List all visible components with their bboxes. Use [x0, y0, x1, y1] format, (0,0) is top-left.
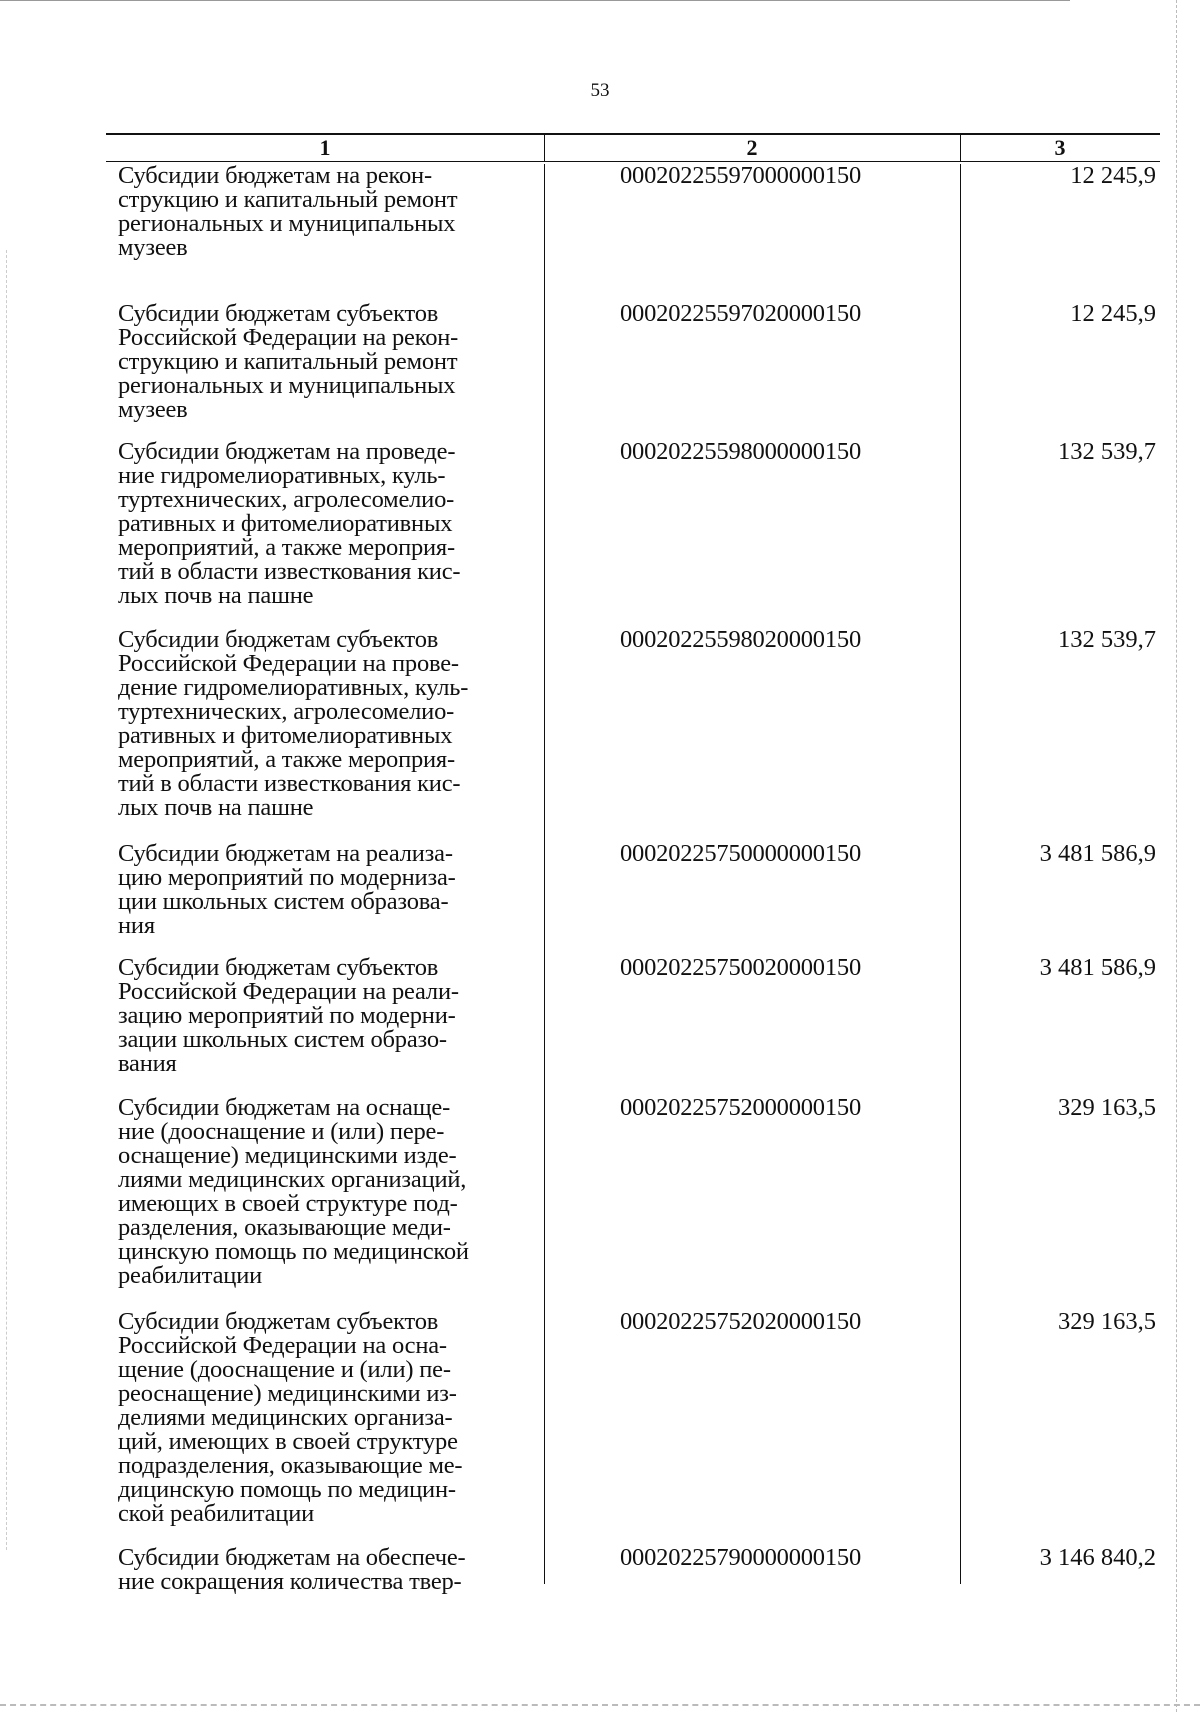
table-row [106, 302, 1160, 440]
page-number: 53 [590, 80, 610, 101]
scan-left-edge [6, 250, 7, 1550]
table-body [106, 164, 1160, 1606]
column-header-2: 2 [746, 135, 758, 160]
row-amount: 329 163,5 [1058, 1094, 1156, 1121]
column-header-1: 1 [319, 135, 331, 160]
row-description: Субсидии бюджетам на оснаще- ние (дооснащение и (или) пере- оснащение) медицинскими изде- лиями медицинских организаций, имеющих в своей структуре под- разделения, оказывающие меди- цинскую помощь по медицинской реабилитации [118, 1094, 469, 1289]
row-code: 00020225750020000150 [620, 954, 862, 981]
row-description: Субсидии бюджетам субъектов Российской Федерации на рекон- струкцию и капитальный ремонт региональных и муниципальных музеев [118, 300, 459, 423]
row-description: Субсидии бюджетам субъектов Российской Федерации на реали- зацию мероприятий по модерни- зации школьных систем образо- вания [118, 954, 459, 1077]
row-code: 00020225752020000150 [620, 1308, 862, 1335]
table-row [106, 1310, 1160, 1546]
row-description: Субсидии бюджетам субъектов Российской Федерации на прове- дение гидромелиоративных, куль- туртехнических, агролесомелио- ративных и фитомелиоративных мероприятий, а также мероприя- тий в области известкования кис- лых почв на пашне [118, 626, 469, 821]
row-code: 00020225598000000150 [620, 438, 862, 465]
row-description: Субсидии бюджетам на проведе- ние гидромелиоративных, куль- туртехнических, агролесомелио- ративных и фитомелиоративных мероприятий, а также мероприя- тий в области известкования кис- лых почв на пашне [118, 438, 461, 609]
header-divider-1 [544, 135, 545, 161]
row-amount: 132 539,7 [1058, 438, 1156, 465]
row-amount: 3 481 586,9 [1039, 840, 1156, 867]
table-row [106, 628, 1160, 842]
table-row [106, 1096, 1160, 1310]
scan-top-edge [0, 0, 1070, 1]
header-divider-2 [960, 135, 961, 161]
table-header-row [106, 133, 1160, 162]
row-description: Субсидии бюджетам на рекон- струкцию и капитальный ремонт региональных и муниципальных музеев [118, 162, 458, 261]
scan-right-edge [1176, 0, 1177, 1712]
row-code: 00020225597020000150 [620, 300, 862, 327]
row-code: 00020225790000000150 [620, 1544, 862, 1571]
table-row [106, 842, 1160, 956]
row-code: 00020225752000000150 [620, 1094, 862, 1121]
column-header-3: 3 [1054, 135, 1066, 160]
row-amount: 132 539,7 [1058, 626, 1156, 653]
row-amount: 12 245,9 [1070, 162, 1156, 189]
row-code: 00020225750000000150 [620, 840, 862, 867]
row-description: Субсидии бюджетам на обеспече- ние сокращения количества твер- [118, 1544, 466, 1595]
row-description: Субсидии бюджетам на реализа- цию мероприятий по модерниза- ции школьных систем образова- ния [118, 840, 456, 939]
table-row [106, 956, 1160, 1096]
row-amount: 3 481 586,9 [1039, 954, 1156, 981]
row-amount: 12 245,9 [1070, 300, 1156, 327]
scan-bottom-edge [0, 1704, 1200, 1706]
table-row [106, 1546, 1160, 1606]
row-code: 00020225598020000150 [620, 626, 862, 653]
row-amount: 3 146 840,2 [1039, 1544, 1156, 1571]
table-row [106, 164, 1160, 302]
row-amount: 329 163,5 [1058, 1308, 1156, 1335]
budget-table [106, 133, 1160, 1606]
row-description: Субсидии бюджетам субъектов Российской Федерации на осна- щение (дооснащение и (или) пе- реоснащение) медицинскими из- делиями медицинских организа- ций, имеющих в своей структуре подразделения, оказывающие ме- дицинскую помощь по медицин- ской реабилитации [118, 1308, 463, 1527]
table-row [106, 440, 1160, 628]
row-code: 00020225597000000150 [620, 162, 862, 189]
